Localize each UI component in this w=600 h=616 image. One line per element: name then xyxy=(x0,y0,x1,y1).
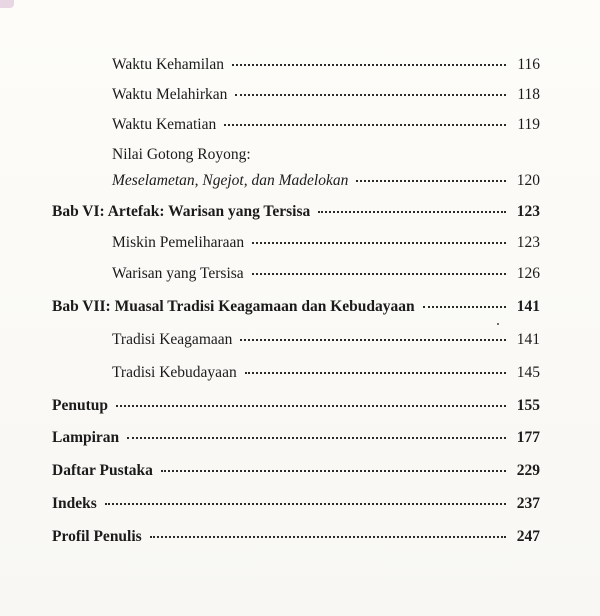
toc-chapter-title: Daftar Pustaka xyxy=(52,462,153,479)
toc-entry-tradisi-kebudayaan xyxy=(112,364,540,382)
toc-chapter-title: Indeks xyxy=(52,495,97,512)
toc-chapter-page: 155 xyxy=(516,397,540,414)
dot-leader xyxy=(252,272,506,275)
toc-entry-waktu-kematian xyxy=(112,116,540,134)
toc-entry-title: Nilai Gotong Royong: xyxy=(112,146,251,163)
dot-leader xyxy=(252,241,506,244)
dot-leader xyxy=(232,63,506,66)
toc-chapter-profil-penulis xyxy=(52,528,540,546)
toc-entry-title: Tradisi Kebudayaan xyxy=(112,364,237,381)
dot-leader xyxy=(245,371,506,374)
toc-entry-title: Miskin Pemeliharaan xyxy=(112,234,245,251)
toc-entry-title: Tradisi Keagamaan xyxy=(112,331,233,348)
toc-entry-page: 126 xyxy=(516,265,540,282)
toc-chapter-bab-vi xyxy=(52,203,540,221)
toc-entry-title: Waktu Melahirkan xyxy=(112,86,228,103)
print-speck xyxy=(497,323,499,325)
toc-chapter-page: 247 xyxy=(516,528,540,545)
toc-chapter-title: Penutup xyxy=(52,397,108,414)
dot-leader xyxy=(423,305,506,308)
toc-chapter-lampiran xyxy=(52,429,540,447)
toc-chapter-page: 123 xyxy=(516,203,540,220)
dot-leader xyxy=(127,436,506,439)
toc-entry-nilai-gotong-royong xyxy=(112,146,540,190)
dot-leader xyxy=(224,123,506,126)
toc-chapter-title: Profil Penulis xyxy=(52,528,142,545)
dot-leader xyxy=(318,210,506,213)
toc-entry-page: 145 xyxy=(516,364,540,381)
toc-entry-page: 123 xyxy=(516,234,540,251)
toc-entry-miskin-pemeliharaan xyxy=(112,234,540,252)
toc-chapter-title: Bab VII: Muasal Tradisi Keagamaan dan Kebudayaan xyxy=(52,298,415,315)
toc-chapter-daftar-pustaka xyxy=(52,462,540,480)
toc-entry-page: 119 xyxy=(517,116,540,133)
toc-chapter-title: Lampiran xyxy=(52,429,120,446)
dot-leader xyxy=(240,338,506,341)
toc-entry-title: Warisan yang Tersisa xyxy=(112,265,244,282)
toc-entry-waktu-melahirkan xyxy=(112,86,540,104)
toc-chapter-title: Bab VI: Artefak: Warisan yang Tersisa xyxy=(52,203,311,220)
toc-entry-title: Waktu Kematian xyxy=(112,116,217,133)
toc-entry-page: 141 xyxy=(516,331,540,348)
toc-chapter-bab-vii xyxy=(52,298,540,316)
toc-entry-page: 118 xyxy=(517,86,540,103)
toc-entry-warisan-yang-tersisa xyxy=(112,265,540,283)
toc-entry-subtitle: Meselametan, Ngejot, dan Madelokan xyxy=(112,172,349,189)
toc-entry-page: 120 xyxy=(516,172,540,189)
dot-leader xyxy=(105,502,506,505)
dot-leader xyxy=(161,469,506,472)
toc-chapter-page: 141 xyxy=(516,298,540,315)
dot-leader xyxy=(235,93,506,96)
toc-chapter-page: 177 xyxy=(516,429,540,446)
toc-entry-title: Waktu Kehamilan xyxy=(112,56,224,73)
toc-entry-page: 116 xyxy=(517,56,540,73)
toc-chapter-indeks xyxy=(52,495,540,513)
toc-entry-tradisi-keagamaan xyxy=(112,331,540,349)
toc-chapter-page: 229 xyxy=(516,462,540,479)
dot-leader xyxy=(356,179,506,182)
toc-chapter-page: 237 xyxy=(516,495,540,512)
toc-entry-waktu-kehamilan xyxy=(112,56,540,74)
dot-leader xyxy=(150,535,506,538)
toc-chapter-penutup xyxy=(52,397,540,415)
dot-leader xyxy=(116,404,506,407)
